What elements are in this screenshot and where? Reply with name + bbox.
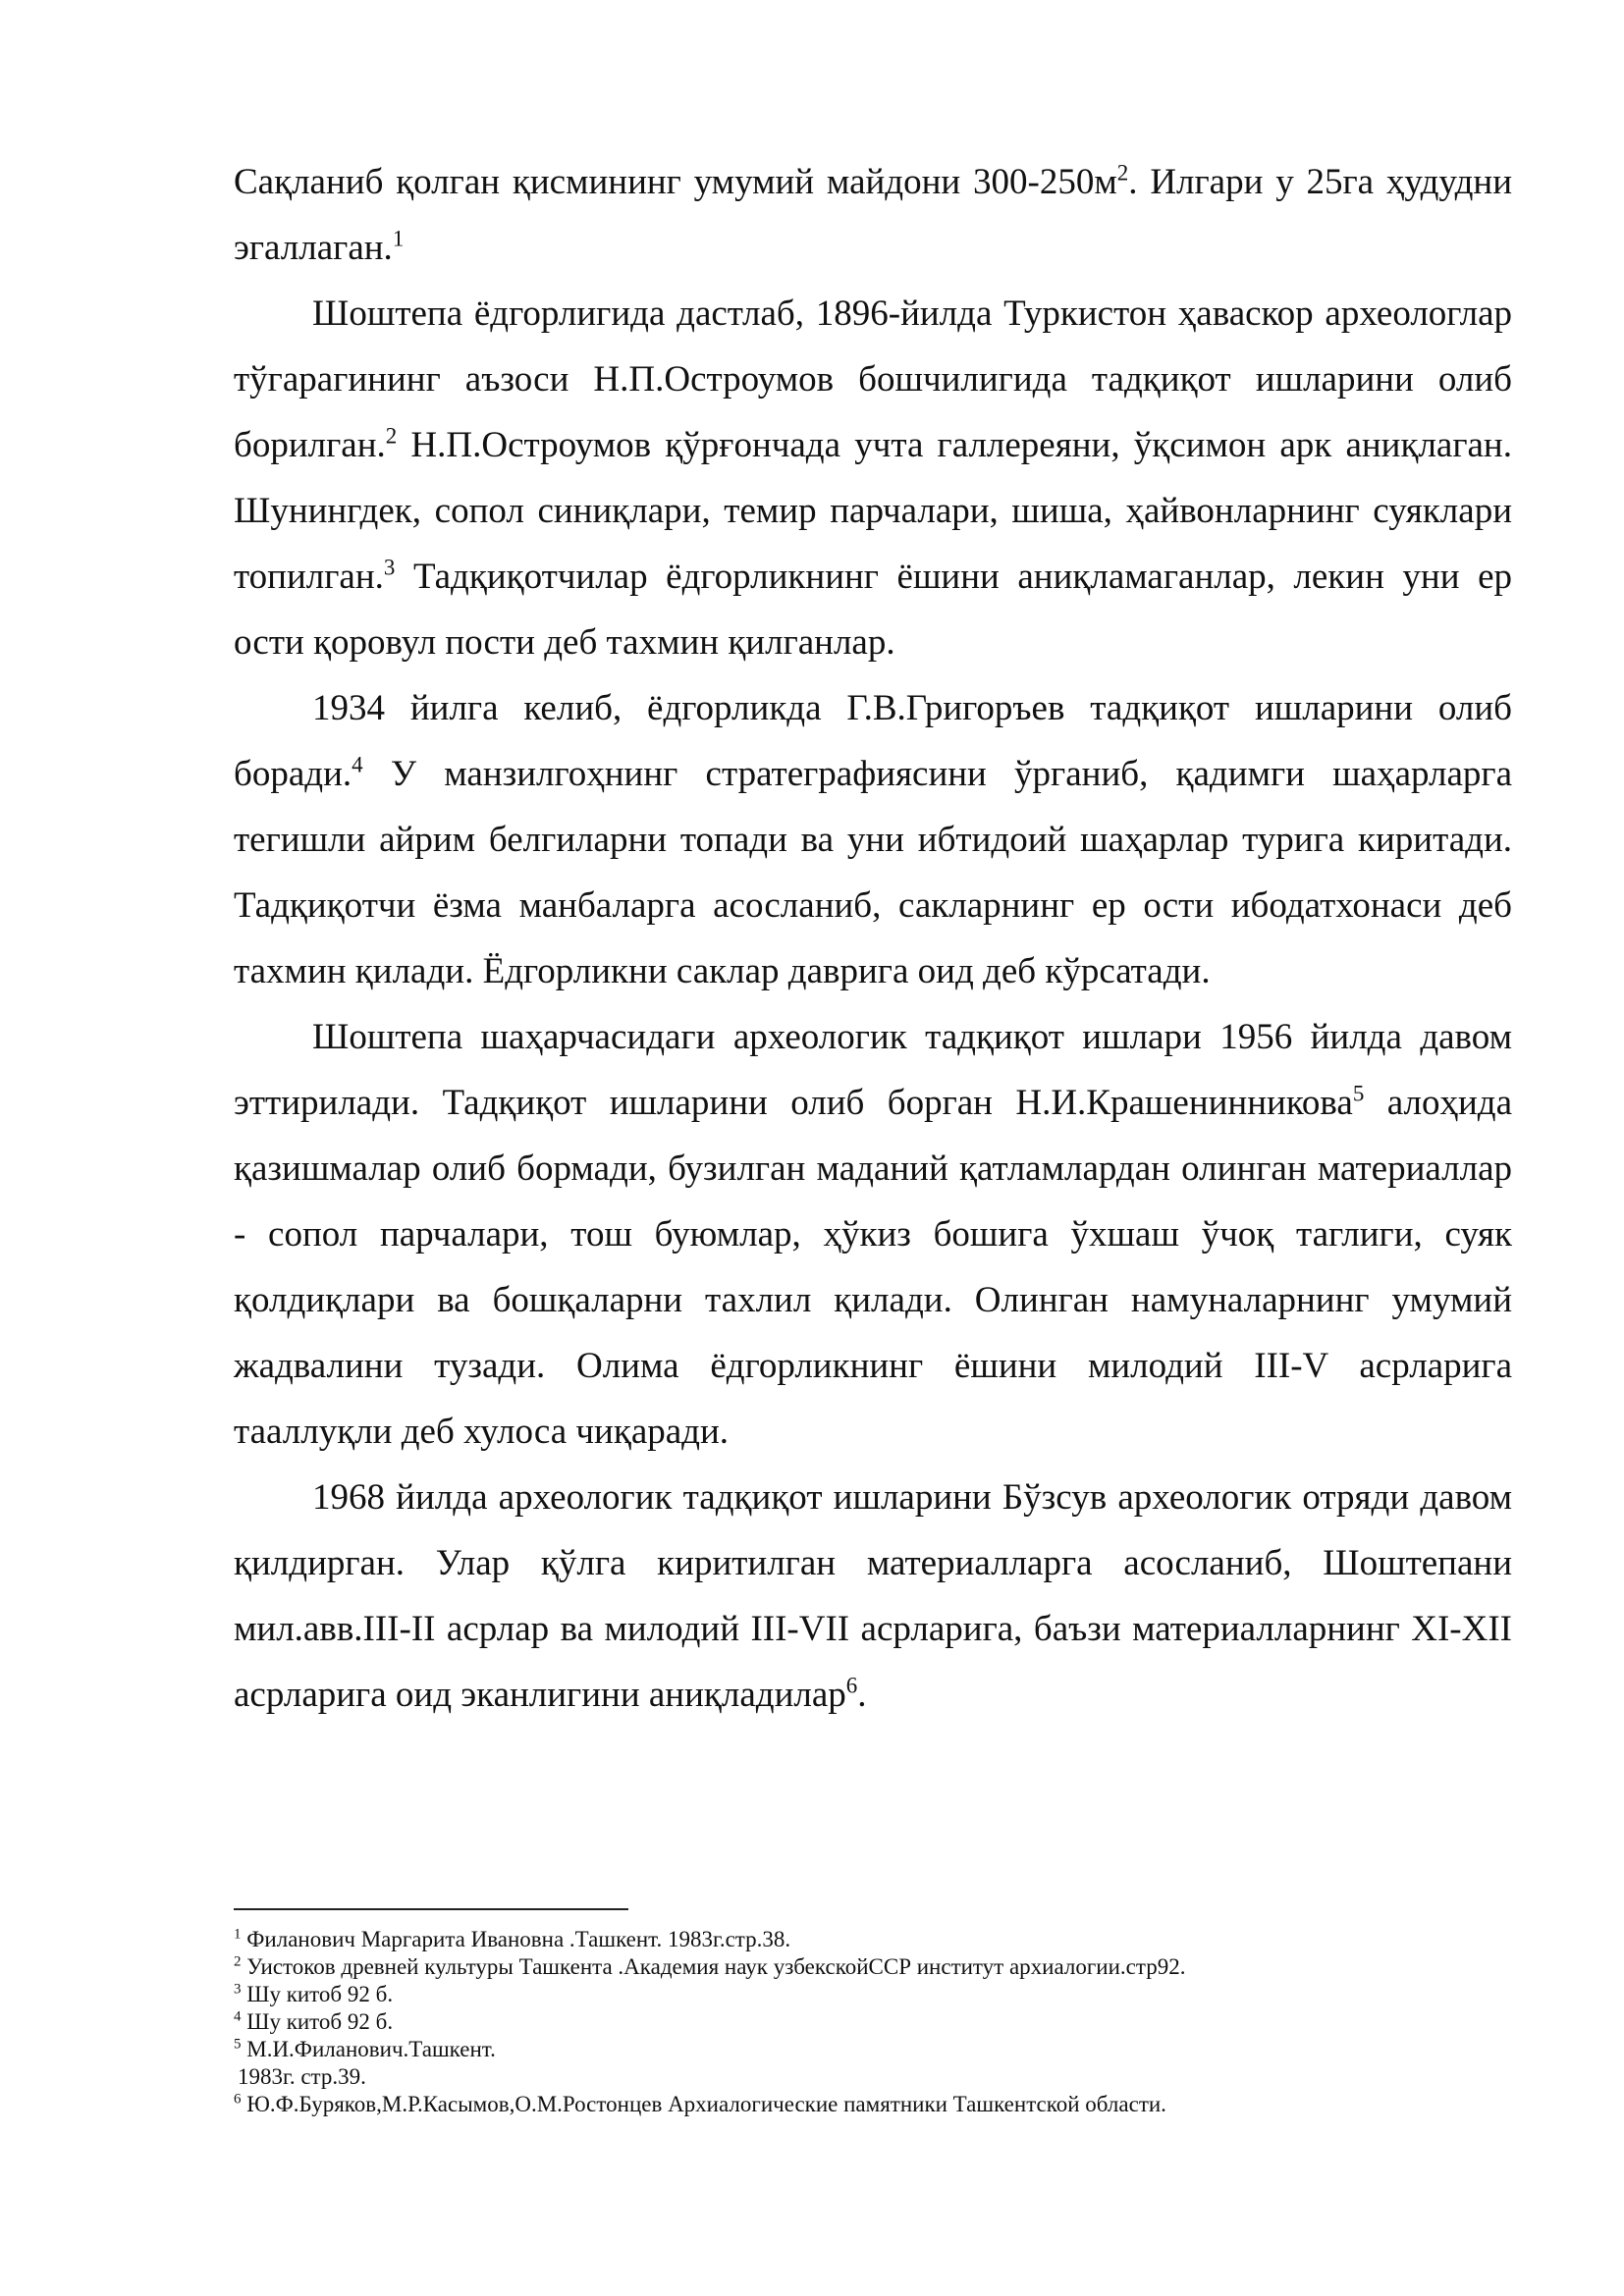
footnotes <box>234 1926 1530 2118</box>
paragraph-5: 1968 йилда археологик тадқиқот ишларини Бўзсув археологик отряди давом қилдирган. Улар қўлга киритилган материалларга асосланиб, Шоштепани мил.авв.III-II асрлар ва милодий III-VII асрларига, баъзи материалларнинг XI-XII асрларига оид эканлигини аниқладилар$^6$. <box>234 1477 1512 1715</box>
footnote: $^4$ Шу китоб 92 б. <box>234 2008 394 2034</box>
footnote-ref-6[interactable]: 6 <box>845 1673 858 1698</box>
superscript: 2 <box>1116 160 1129 186</box>
footnote-continuation: 1983г. стр.39. <box>238 2064 366 2089</box>
paragraph-4: Шоштепа шаҳарчасидаги археологик тадқиқот ишлари 1956 йилда давом эттирилади. Тадқиқот ишларини олиб борган Н.И.Крашенинникова$^5$ алоҳида қазишмалар олиб бормади, бузилган маданий қатламлардан олинган материаллар - сопол парчалари, тош буюмлар, ҳўкиз бошига ўхшаш ўчоқ таглиги, суяк қолдиқлари ва бошқаларни тахлил қилади. Олинган намуналарнинг умумий жадвалини тузади. Олима ёдгорликнинг ёшини милодий III-V асрларига тааллуқли деб хулоса чиқаради. <box>234 1017 1513 1452</box>
footnote-ref-5[interactable]: 5 <box>1352 1081 1365 1106</box>
footnote: $^1$ Филанович Маргарита Ивановна .Ташкент. 1983г.стр.38. <box>234 1926 791 1951</box>
footnote-ref-4[interactable]: 4 <box>352 752 363 777</box>
paragraph-1: Сақланиб қолган қисмининг умумий майдони $300-250м^2$. Илгари у 25га ҳудудни эгаллаган.$^1$ <box>234 160 1513 268</box>
paragraph-3: 1934 йилга келиб, ёдгорликда Г.В.Григоръев тадқиқот ишларини олиб боради.$^4$ У манзилгоҳнинг стратеграфиясини ўрганиб, қадимги шаҳарларга тегишли айрим белгиларни топади ва уни ибтидоий шаҳарлар турига киритади. Тадқиқотчи ёзма манбаларга асосланиб, сакларнинг ер ости ибодатхонаси деб тахмин қилади. Ёдгорликни саклар даврига оид деб кўрсатади. <box>234 688 1512 991</box>
footnote: $^6$ Ю.Ф.Буряков,М.Р.Касымов,О.М.Ростонцев Архиалогические памятники Ташкентской области. <box>234 2091 1166 2116</box>
footnote: $^5$ М.И.Филанович.Ташкент. <box>234 2036 496 2061</box>
footnote: $^3$ Шу китоб 92 б. <box>234 1981 394 2006</box>
footnote: $^2$ Уистоков древней культуры Ташкента .Академия наук узбекскойССР институт архиалогии.стр92. <box>234 1953 1186 1979</box>
footnote-ref-1[interactable]: 1 <box>392 226 405 251</box>
footnote-divider <box>234 1908 628 1910</box>
paragraph-2: Шоштепа ёдгорлигида дастлаб, 1896-йилда Туркистон ҳаваскор археологлар тўгарагининг аъзоси Н.П.Остроумов бошчилигида тадқиқот ишларини олиб борилган.$^2$ Н.П.Остроумов қўрғончада учта галлереяни, ўқсимон арк аниқлаган. Шунингдек, сопол синиқлари, темир парчалари, шиша, ҳайвонларнинг суяклари топилган.$^3$ Тадқиқотчилар ёдгорликнинг ёшини аниқламаганлар, лекин уни ер ости қоровул пости деб тахмин қилганлар. <box>234 294 1512 663</box>
document-body <box>234 149 1512 1728</box>
footnote-ref-2[interactable]: 2 <box>385 423 398 449</box>
footnote-ref-3[interactable]: 3 <box>383 555 396 580</box>
